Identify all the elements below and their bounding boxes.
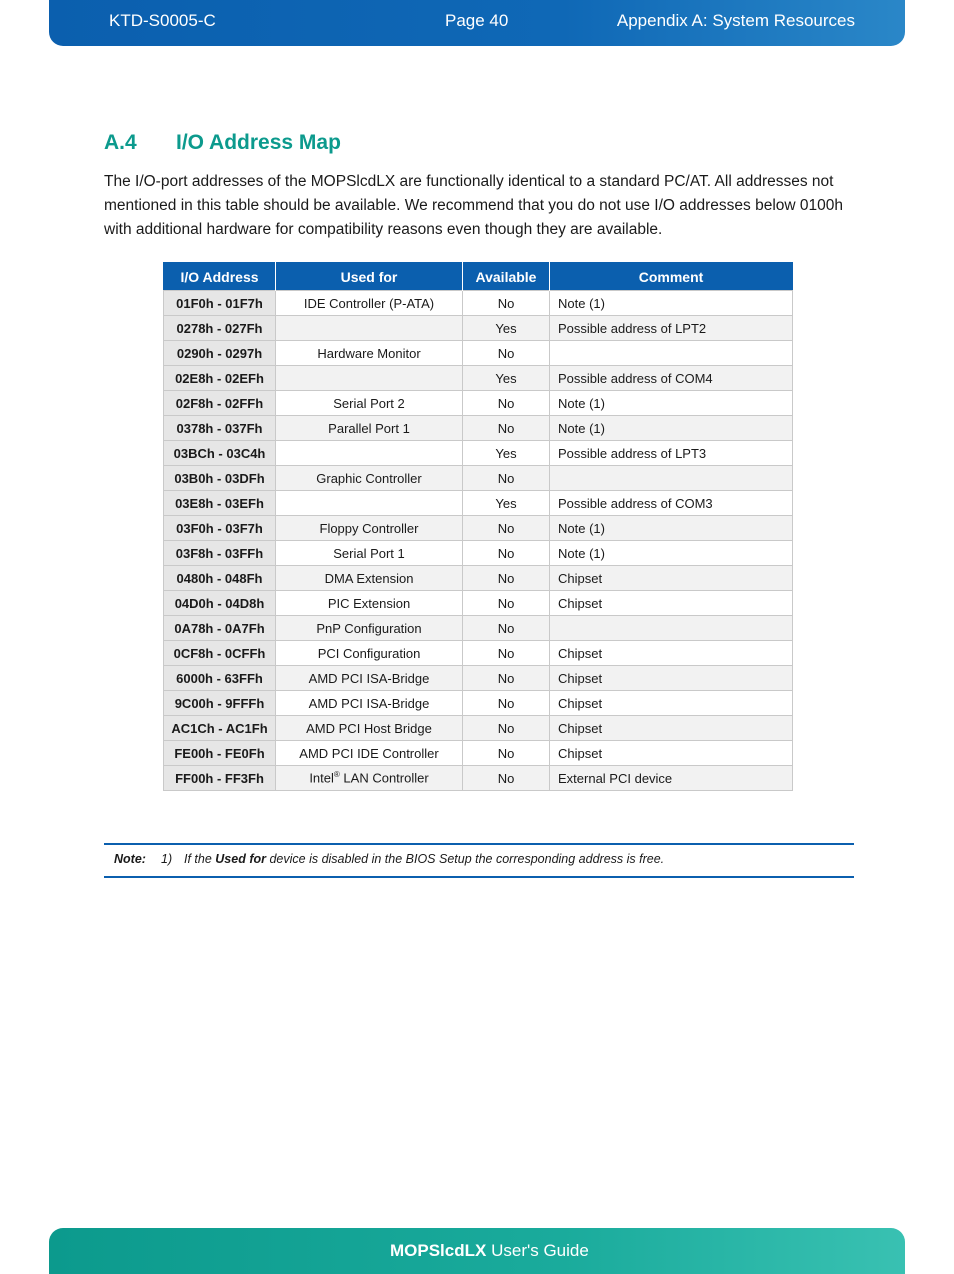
cell-used-for: AMD PCI ISA-Bridge <box>276 666 463 691</box>
cell-io-address: 9C00h - 9FFFh <box>164 691 276 716</box>
cell-io-address: 0CF8h - 0CFFh <box>164 641 276 666</box>
cell-available: No <box>463 516 550 541</box>
cell-comment: Note (1) <box>550 416 793 441</box>
intro-paragraph: The I/O-port addresses of the MOPSlcdLX are functionally identical to a standard PC/AT. All addresses not mentioned in this table should be available. We recommend that you do not use I/O addresses below 0100h with additional hardware for compatibility reasons even though they are available. <box>104 173 844 238</box>
cell-available: Yes <box>463 441 550 466</box>
cell-io-address: 6000h - 63FFh <box>164 666 276 691</box>
table-row <box>164 541 793 566</box>
cell-io-address: 02F8h - 02FFh <box>164 391 276 416</box>
cell-used-for: PnP Configuration <box>276 616 463 641</box>
cell-io-address: 03E8h - 03EFh <box>164 491 276 516</box>
cell-used-for: AMD PCI ISA-Bridge <box>276 691 463 716</box>
cell-comment: Possible address of COM4 <box>550 366 793 391</box>
cell-available: No <box>463 691 550 716</box>
table-row <box>164 741 793 766</box>
cell-comment: Note (1) <box>550 541 793 566</box>
cell-comment: Note (1) <box>550 516 793 541</box>
cell-available: No <box>463 466 550 491</box>
table-row <box>164 641 793 666</box>
table-row <box>164 391 793 416</box>
table-row <box>164 441 793 466</box>
registered-mark: ® <box>333 770 340 780</box>
cell-used-for: Hardware Monitor <box>276 341 463 366</box>
table-row <box>164 691 793 716</box>
cell-available: No <box>463 716 550 741</box>
table-row <box>164 316 793 341</box>
cell-used-for: Serial Port 2 <box>276 391 463 416</box>
cell-comment: Possible address of COM3 <box>550 491 793 516</box>
table-row <box>164 491 793 516</box>
cell-available: No <box>463 416 550 441</box>
cell-available: No <box>463 666 550 691</box>
footer-suffix: User's Guide <box>486 1241 589 1260</box>
footer-title <box>390 1241 589 1261</box>
cell-used-for <box>276 491 463 516</box>
cell-comment: Note (1) <box>550 291 793 316</box>
cell-comment <box>550 466 793 491</box>
cell-used-for-text: LAN Controller <box>343 770 429 786</box>
cell-used-for <box>276 316 463 341</box>
cell-available: No <box>463 741 550 766</box>
cell-comment: Chipset <box>550 641 793 666</box>
cell-available: No <box>463 616 550 641</box>
cell-io-address: FE00h - FE0Fh <box>164 741 276 766</box>
cell-comment: Chipset <box>550 691 793 716</box>
cell-available: No <box>463 591 550 616</box>
cell-used-for: AMD PCI IDE Controller <box>276 741 463 766</box>
cell-available: Yes <box>463 491 550 516</box>
cell-io-address: 02E8h - 02EFh <box>164 366 276 391</box>
cell-used-for <box>276 766 463 791</box>
table-row <box>164 291 793 316</box>
cell-available: No <box>463 541 550 566</box>
note-index: 1) <box>161 852 173 866</box>
cell-comment: Note (1) <box>550 391 793 416</box>
cell-comment <box>550 616 793 641</box>
page-footer <box>49 1228 905 1274</box>
cell-comment: Chipset <box>550 591 793 616</box>
cell-used-for: Parallel Port 1 <box>276 416 463 441</box>
cell-io-address: 0290h - 0297h <box>164 341 276 366</box>
cell-comment: External PCI device <box>550 766 793 791</box>
note-text-before: If the <box>184 852 216 866</box>
table-header-row <box>164 263 793 291</box>
page-number: Page 40 <box>445 11 509 30</box>
cell-available: No <box>463 766 550 791</box>
table-row <box>164 666 793 691</box>
cell-used-for-prefix: Intel <box>309 770 334 786</box>
note-text-bold: Used for <box>215 852 266 866</box>
table-row <box>164 616 793 641</box>
table-body <box>164 291 793 791</box>
cell-used-for: PCI Configuration <box>276 641 463 666</box>
section-title: Appendix A: System Resources <box>616 11 855 30</box>
cell-used-for <box>276 441 463 466</box>
cell-io-address: 01F0h - 01F7h <box>164 291 276 316</box>
cell-available: Yes <box>463 316 550 341</box>
page-header <box>49 0 905 46</box>
cell-comment <box>550 341 793 366</box>
note-text-after: device is disabled in the BIOS Setup the corresponding address is free. <box>265 852 665 866</box>
cell-used-for: Graphic Controller <box>276 466 463 491</box>
table-row <box>164 341 793 366</box>
column-header-io-address: I/O Address <box>164 263 276 291</box>
cell-io-address: 0278h - 027Fh <box>164 316 276 341</box>
cell-used-for: Serial Port 1 <box>276 541 463 566</box>
cell-comment: Chipset <box>550 741 793 766</box>
cell-io-address: 03F0h - 03F7h <box>164 516 276 541</box>
table-row <box>164 516 793 541</box>
table-row <box>164 716 793 741</box>
cell-available: No <box>463 566 550 591</box>
cell-io-address: 04D0h - 04D8h <box>164 591 276 616</box>
cell-used-for: DMA Extension <box>276 566 463 591</box>
cell-comment: Chipset <box>550 566 793 591</box>
cell-io-address: 0480h - 048Fh <box>164 566 276 591</box>
cell-available: No <box>463 391 550 416</box>
document-id: KTD-S0005-C <box>109 11 216 30</box>
cell-comment: Possible address of LPT3 <box>550 441 793 466</box>
column-header-comment: Comment <box>550 263 793 291</box>
cell-io-address: AC1Ch - AC1Fh <box>164 716 276 741</box>
cell-used-for <box>276 366 463 391</box>
cell-io-address: FF00h - FF3Fh <box>164 766 276 791</box>
cell-io-address: 03B0h - 03DFh <box>164 466 276 491</box>
cell-available: No <box>463 291 550 316</box>
cell-comment: Possible address of LPT2 <box>550 316 793 341</box>
column-header-used-for: Used for <box>276 263 463 291</box>
cell-io-address: 0A78h - 0A7Fh <box>164 616 276 641</box>
note-text <box>184 852 664 866</box>
cell-used-for: PIC Extension <box>276 591 463 616</box>
cell-available: Yes <box>463 366 550 391</box>
cell-used-for: AMD PCI Host Bridge <box>276 716 463 741</box>
cell-available: No <box>463 641 550 666</box>
section-heading <box>104 131 341 155</box>
cell-io-address: 03BCh - 03C4h <box>164 441 276 466</box>
table-row <box>164 466 793 491</box>
note-label: Note: <box>114 852 146 866</box>
cell-comment: Chipset <box>550 716 793 741</box>
table-row <box>164 591 793 616</box>
section-heading-title: I/O Address Map <box>176 131 341 154</box>
cell-used-for: Floppy Controller <box>276 516 463 541</box>
column-header-available: Available <box>463 263 550 291</box>
cell-comment: Chipset <box>550 666 793 691</box>
table-row <box>164 366 793 391</box>
table-row <box>164 566 793 591</box>
section-number: A.4 <box>104 131 137 154</box>
cell-io-address: 03F8h - 03FFh <box>164 541 276 566</box>
cell-io-address: 0378h - 037Fh <box>164 416 276 441</box>
io-address-table <box>163 262 793 791</box>
footnote <box>104 843 854 878</box>
table-row <box>164 416 793 441</box>
table-row <box>164 766 793 791</box>
cell-available: No <box>463 341 550 366</box>
cell-used-for: IDE Controller (P-ATA) <box>276 291 463 316</box>
footer-product: MOPSlcdLX <box>390 1241 487 1260</box>
